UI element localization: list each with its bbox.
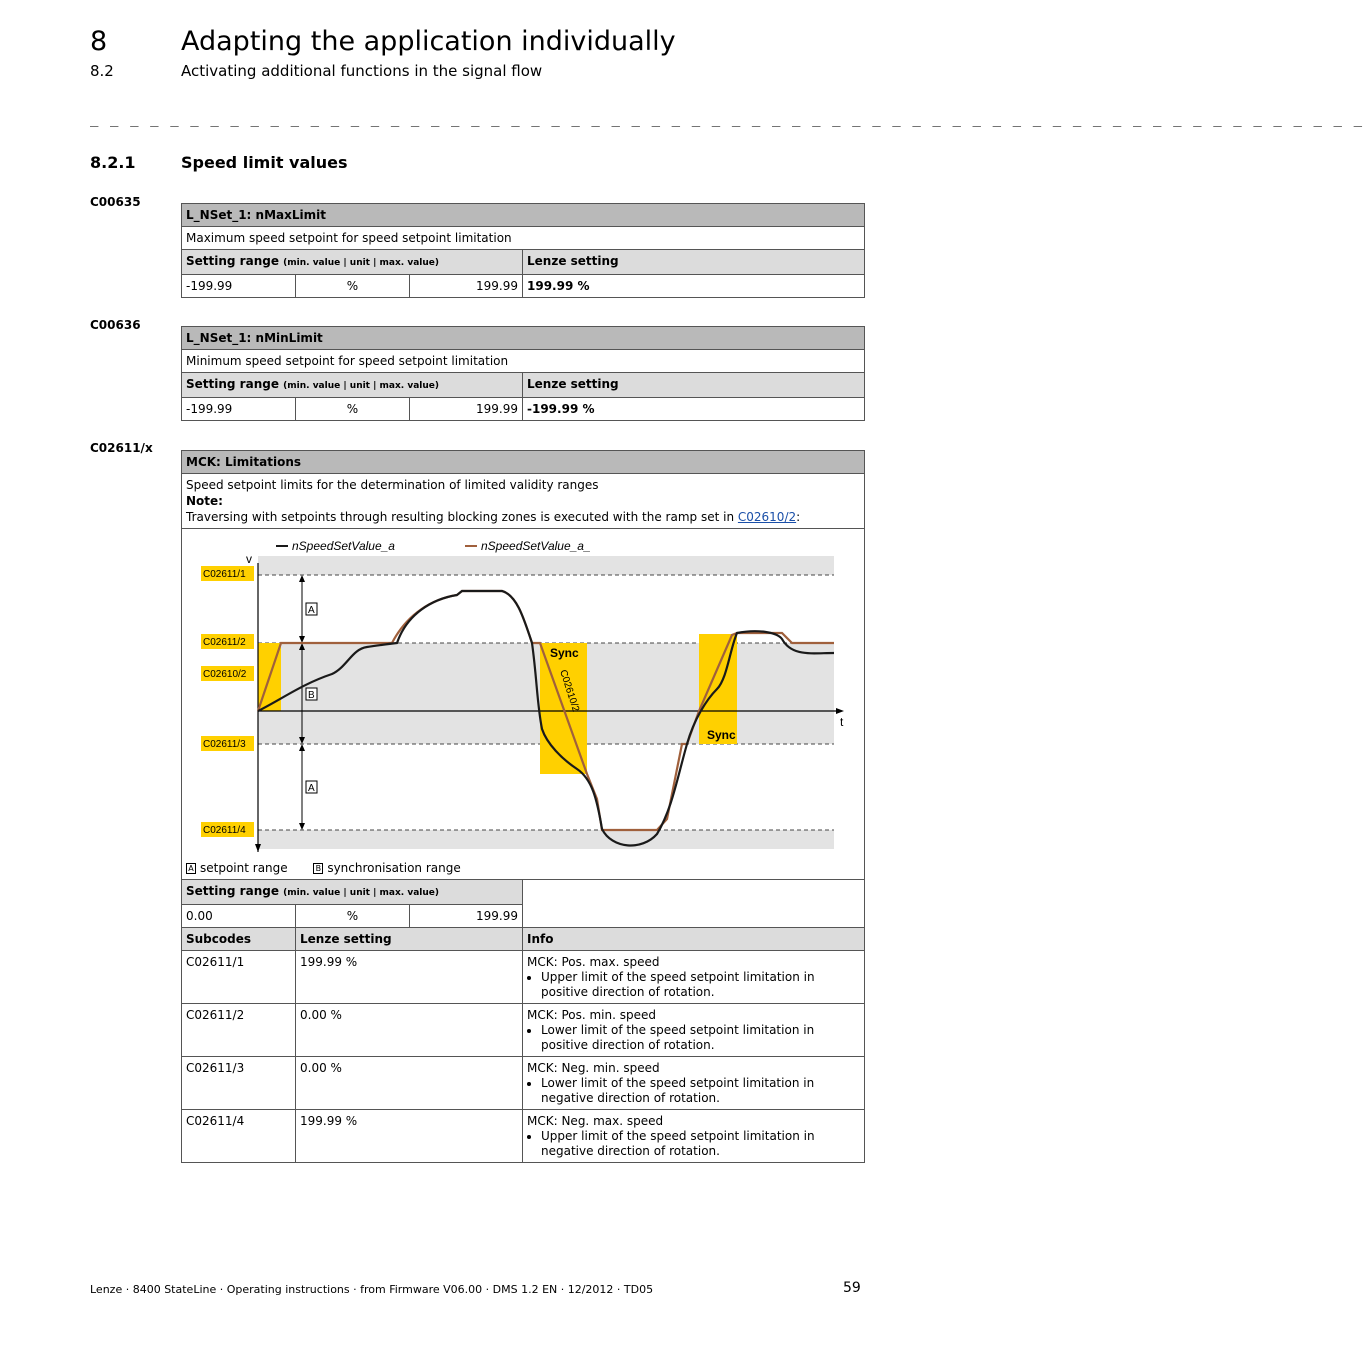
key-a-text: setpoint range: [200, 861, 288, 875]
label-c02611-3: C02611/3: [203, 739, 246, 750]
range-max: 199.99: [410, 905, 523, 928]
code-label-c02611: C02611/x: [90, 441, 153, 455]
param-name: L_NSet_1: nMinLimit: [182, 327, 865, 350]
section-number: 8.2: [90, 62, 114, 80]
x-axis-arrow: [836, 708, 844, 714]
subsection-number: 8.2.1: [90, 153, 136, 172]
subcode-info: MCK: Pos. min. speed • Lower limit of the speed setpoint limitation in positive direction of rotation.: [523, 1004, 865, 1057]
lenze-setting-value: -199.99 %: [523, 398, 865, 421]
param-table-c00636: [181, 326, 865, 421]
note-text: Traversing with setpoints through resulting blocking zones is executed with the ramp set in C02610/2:: [186, 510, 801, 524]
table-row: [182, 951, 865, 1004]
description-text: Speed setpoint limits for the determination of limited validity ranges: [186, 478, 599, 492]
param-name: L_NSet_1: nMaxLimit: [182, 204, 865, 227]
sync-label-down: Sync: [550, 646, 579, 660]
info-bullet: • Upper limit of the speed setpoint limitation in positive direction of rotation.: [541, 970, 860, 1000]
range-unit: %: [296, 275, 410, 298]
band-top: [258, 556, 834, 575]
param-name: MCK: Limitations: [182, 451, 865, 474]
key-a-box: A: [186, 863, 196, 874]
diagram-key: [186, 860, 461, 876]
col-header-lenze-setting: Lenze setting: [296, 928, 523, 951]
band-bottom: [258, 830, 834, 849]
box-a-top-label: A: [308, 605, 315, 616]
page-number: 59: [843, 1280, 861, 1296]
range-min: -199.99: [182, 398, 296, 421]
box-b-label: B: [308, 690, 315, 701]
legend-label-b: nSpeedSetValue_a_: [481, 539, 591, 553]
box-a-bottom-label: A: [308, 783, 315, 794]
subcode-lenze: 0.00 %: [296, 1057, 523, 1110]
key-b-text: synchronisation range: [327, 861, 461, 875]
legend-label-a: nSpeedSetValue_a: [292, 539, 395, 553]
ramp-label: C02610/2: [557, 668, 582, 714]
x-axis-label: t: [840, 715, 844, 729]
setting-range-header: Setting range (min. value | unit | max. value): [182, 250, 523, 275]
subcode-lenze: 0.00 %: [296, 1004, 523, 1057]
range-min: -199.99: [182, 275, 296, 298]
note-label: Note:: [186, 494, 223, 508]
table-row: [182, 1004, 865, 1057]
link-c02610-2[interactable]: C02610/2: [737, 510, 797, 524]
chapter-number: 8: [90, 26, 108, 57]
subcode-lenze: 199.99 %: [296, 951, 523, 1004]
info-bullet: • Lower limit of the speed setpoint limitation in negative direction of rotation.: [541, 1076, 860, 1106]
subcode: C02611/4: [182, 1110, 296, 1163]
label-c02611-2: C02611/2: [203, 637, 246, 648]
subcode: C02611/3: [182, 1057, 296, 1110]
param-table-c00635: [181, 203, 865, 298]
label-c02611-4: C02611/4: [203, 825, 246, 836]
subcode-info: MCK: Neg. min. speed • Lower limit of the speed setpoint limitation in negative direction of rotation.: [523, 1057, 865, 1110]
key-b-box: B: [313, 863, 323, 874]
param-description: Minimum speed setpoint for speed setpoint limitation: [182, 350, 865, 373]
col-header-subcodes: Subcodes: [182, 928, 296, 951]
code-label-c00636: C00636: [90, 318, 141, 332]
range-unit: %: [296, 905, 410, 928]
chapter-title: Adapting the application individually: [181, 26, 676, 57]
section-title: Activating additional functions in the signal flow: [181, 62, 543, 80]
arrowhead: [299, 823, 305, 830]
setting-range-header: Setting range (min. value | unit | max. value): [182, 880, 523, 905]
lenze-setting-header: Lenze setting: [523, 373, 865, 398]
arrowhead: [299, 575, 305, 582]
setting-range-header: Setting range (min. value | unit | max. value): [182, 373, 523, 398]
diagram-cell: [182, 529, 865, 880]
info-bullet: • Upper limit of the speed setpoint limitation in negative direction of rotation.: [541, 1129, 860, 1159]
table-row: [182, 1110, 865, 1163]
subsection-title: Speed limit values: [181, 153, 348, 172]
code-label-c00635: C00635: [90, 195, 141, 209]
label-c02611-1: C02611/1: [203, 569, 246, 580]
lenze-setting-header: Lenze setting: [523, 250, 865, 275]
info-bullet: • Lower limit of the speed setpoint limitation in positive direction of rotation.: [541, 1023, 860, 1053]
dashed-rule: _ _ _ _ _ _ _ _ _ _ _ _ _ _ _ _ _ _ _ _ _ _ _ _ _ _ _ _ _ _ _ _ _ _ _ _ _ _ _ _ _ _ _ _ _ _ _ _ _ _ _ _ _ _ _ _ _ _ _ _ _ _ _ _: [90, 111, 1364, 127]
subcode-lenze: 199.99 %: [296, 1110, 523, 1163]
subcode: C02611/2: [182, 1004, 296, 1057]
subcode: C02611/1: [182, 951, 296, 1004]
label-c02610-2: C02610/2: [203, 669, 247, 680]
param-description: Maximum speed setpoint for speed setpoint limitation: [182, 227, 865, 250]
sync-label-up: Sync: [707, 728, 736, 742]
footer-text: Lenze · 8400 StateLine · Operating instructions · from Firmware V06.00 · DMS 1.2 EN · 12/2012 · TD05: [90, 1283, 654, 1296]
lenze-setting-value: 199.99 %: [523, 275, 865, 298]
subcode-info: MCK: Pos. max. speed • Upper limit of the speed setpoint limitation in positive direction of rotation.: [523, 951, 865, 1004]
range-max: 199.99: [410, 275, 523, 298]
range-min: 0.00: [182, 905, 296, 928]
param-description: [182, 474, 865, 529]
speed-limit-diagram: [182, 529, 863, 879]
range-unit: %: [296, 398, 410, 421]
table-row: [182, 1057, 865, 1110]
range-max: 199.99: [410, 398, 523, 421]
col-header-info: Info: [523, 928, 865, 951]
y-axis-label: v: [246, 552, 252, 566]
arrowhead: [299, 744, 305, 751]
param-table-c02611: [181, 450, 865, 1163]
subcode-info: MCK: Neg. max. speed • Upper limit of the speed setpoint limitation in negative direction of rotation.: [523, 1110, 865, 1163]
empty-cell: [523, 880, 865, 928]
